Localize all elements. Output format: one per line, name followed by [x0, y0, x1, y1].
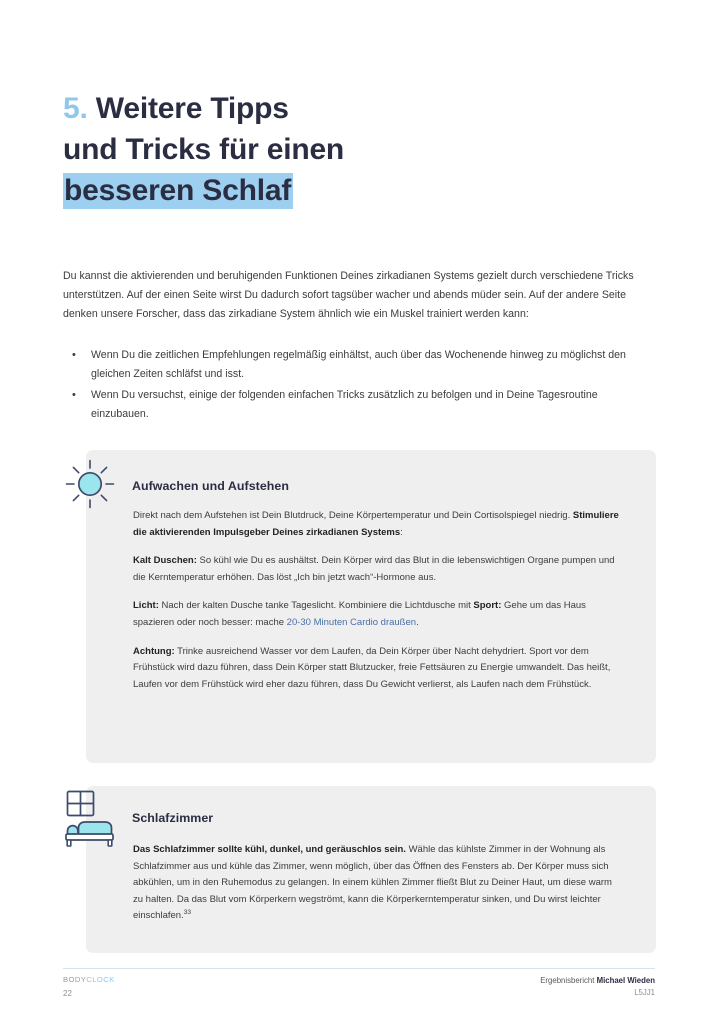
page-title-line-1 — [63, 88, 663, 129]
bullet-marker: • — [72, 389, 76, 401]
brand-logo — [63, 975, 115, 984]
brand-clock-text: CLOCK — [86, 975, 115, 984]
bullet-marker: • — [72, 349, 76, 361]
paragraph-lead-bold: Das Schlafzimmer sollte kühl, dunkel, und geräuschlos sein. — [133, 844, 406, 855]
list-item-text: Wenn Du die zeitlichen Empfehlungen regelmäßig einhältst, auch über das Wochenende hinweg zu möglichst den gleichen Zeiten schläfst und isst. — [91, 349, 626, 380]
brand-body-text: BODY — [63, 975, 87, 984]
footer-report-line — [540, 975, 655, 987]
intro-bullet-list — [63, 346, 655, 426]
paragraph-bold: Stimuliere die aktivierenden Impulsgeber Deines zirkadianen Systems — [133, 510, 619, 538]
paragraph-licht — [133, 598, 623, 631]
cardio-link[interactable]: 20-30 Minuten Cardio draußen — [286, 616, 417, 628]
paragraph-lead-bold: Achtung: — [133, 645, 175, 657]
paragraph-achtung — [133, 644, 623, 694]
paragraph-inline-bold-sport: Sport: — [473, 600, 502, 612]
footer-report-author: Michael Wieden — [596, 976, 655, 985]
paragraph-lead-bold: Kalt Duschen: — [133, 555, 197, 567]
page-title-line-2: und Tricks für einen — [63, 133, 345, 167]
footnote-marker: 33 — [183, 909, 192, 917]
section-number: 5. — [63, 92, 88, 126]
card-title-aufwachen: Aufwachen und Aufstehen — [132, 479, 289, 494]
card-body-aufwachen — [133, 508, 623, 693]
page-title-line-3 — [63, 170, 663, 211]
page-title-line-1-text: Weitere Tipps — [87, 92, 289, 126]
card-title-schlafzimmer: Schlafzimmer — [132, 811, 214, 826]
footer-report-label: Ergebnisbericht — [540, 976, 597, 985]
paragraph-lead-bold: Licht: — [133, 600, 159, 612]
list-item — [63, 386, 655, 424]
page-title — [63, 88, 663, 211]
paragraph-text-tail: . — [416, 616, 419, 628]
paragraph-text: Direkt nach dem Aufstehen ist Dein Blutdruck, Deine Körpertemperatur und Dein Cortisolspiegel niedrig. — [133, 510, 573, 521]
paragraph-text: Wähle das kühlste Zimmer in der Wohnung als Schlafzimmer aus und kühle das Zimmer, wenn möglich, über das Öffnen des Fensters ab. Der Körper muss sich abkühlen, um in den Ruhemodus zu gelangen. In einem kühlen Zimmer fließt Blut zu Deiner Haut, um diese warm zu halten. Da das Blut vom Körperkern wegströmt, kann die Körperkerntemperatur sinken, und Du wirst leichter einschlafen. — [133, 844, 612, 922]
sun-icon — [64, 458, 116, 510]
intro-paragraph: Du kannst die aktivierenden und beruhigenden Funktionen Deines zirkadianen Systems gezielt durch verschiedene Tricks unterstützen. Auf der einen Seite wirst Du dadurch sofort tagsüber wacher und abends müder sein. Auf der andere Seite denken unsere Forscher, dass das zirkadiane System ähnlich wie ein Muskel trainiert werden kann: — [63, 269, 634, 320]
list-item-text: Wenn Du versuchst, einige der folgenden einfachen Tricks zusätzlich zu befolgen und in Deine Tagesroutine einzubauen. — [91, 389, 598, 420]
page-number: 22 — [63, 989, 72, 998]
card-body-schlafzimmer — [133, 842, 623, 925]
footer-divider — [63, 968, 655, 969]
paragraph-kalt-duschen — [133, 553, 623, 586]
paragraph-text: Nach der kalten Dusche tanke Tageslicht. Kombiniere die Lichtdusche mit — [158, 600, 474, 612]
paragraph-text-2: Gehe um das Haus spazieren oder noch besser: mache — [133, 600, 586, 628]
page-title-highlight: besseren Schlaf — [64, 174, 292, 208]
footer-report-code: L5JJ1 — [634, 988, 655, 997]
paragraph-schlafzimmer — [133, 842, 623, 925]
paragraph-text: So kühl wie Du es aushältst. Dein Körper wird das Blut in die lebenswichtigen Organe pumpen und die Kerntemperatur erhöhen. Das löst „Ich bin jetzt wach“-Hormone aus. — [133, 555, 615, 583]
list-item — [63, 346, 655, 384]
paragraph-text: Trinke ausreichend Wasser vor dem Laufen, da Dein Körper über Nacht dehydriert. Sport vor dem Frühstück wird dazu führen, dass Dein Körper statt Blutzucker, freie Fettsäuren zu Energie umwandelt. Das heißt, Laufen vor dem Frühstück wird eher dazu führen, dass Du Gewicht verlierst, als Laufen nach dem Frühstück. — [133, 645, 611, 690]
bedroom-icon — [64, 789, 118, 851]
paragraph-text-tail: : — [400, 526, 403, 538]
paragraph-stimuliere — [133, 508, 623, 541]
